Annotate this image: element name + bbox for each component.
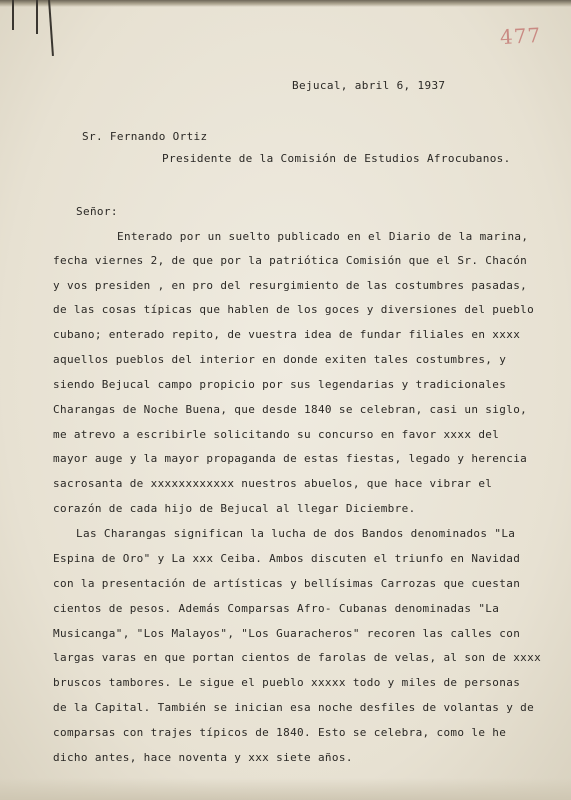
body-line: bruscos tambores. Le sigue el pueblo xxxxx todo y miles de personas (53, 676, 521, 689)
body-line: de las cosas típicas que hablen de los goces y diversiones del pueblo (53, 303, 535, 316)
body-line: largas varas en que portan cientos de farolas de velas, al son de xxxx (53, 651, 542, 664)
ink-mark (36, 0, 38, 34)
body-line: aquellos pueblos del interior en donde exiten tales costumbres, y (53, 353, 507, 366)
body-line: mayor auge y la mayor propaganda de estas fiestas, legado y herencia (53, 452, 528, 465)
body-line: de la Capital. También se inician esa noche desfiles de volantas y de (53, 701, 535, 714)
ink-mark (48, 0, 54, 56)
body-line: sacrosanta de xxxxxxxxxxxx nuestros abuelos, que hace vibrar el (53, 477, 493, 490)
page-bottom-edge (0, 778, 571, 800)
body-line: con la presentación de artísticas y bellísimas Carrozas que cuestan (53, 577, 521, 590)
body-line: corazón de cada hijo de Bejucal al llegar Diciembre. (53, 502, 416, 515)
salutation: Señor: (76, 205, 118, 218)
recipient-title: Presidente de la Comisión de Estudios Afrocubanos. (162, 152, 511, 165)
body-line: Charangas de Noche Buena, que desde 1840 se celebran, casi un siglo, (53, 403, 528, 416)
ink-mark (12, 0, 14, 30)
page-top-edge (0, 0, 571, 7)
body-line: y vos presiden , en pro del resurgimiento de las costumbres pasadas, (53, 279, 528, 292)
body-line: Las Charangas significan la lucha de dos Bandos denominados "La (76, 527, 516, 540)
body-line: cubano; enterado repito, de vuestra idea de fundar filiales en xxxx (53, 328, 521, 341)
body-line: siendo Bejucal campo propicio por sus legendarias y tradicionales (53, 378, 507, 391)
body-line: Enterado por un suelto publicado en el Diario de la marina, (117, 230, 529, 243)
recipient-name: Sr. Fernando Ortiz (82, 130, 208, 143)
body-line: me atrevo a escribirle solicitando su concurso en favor xxxx del (53, 428, 500, 441)
body-line: fecha viernes 2, de que por la patriótica Comisión que el Sr. Chacón (53, 254, 528, 267)
body-line: cientos de pesos. Además Comparsas Afro- Cubanas denominadas "La (53, 602, 500, 615)
body-line: Espina de Oro" y La xxx Ceiba. Ambos discuten el triunfo en Navidad (53, 552, 521, 565)
body-line: comparsas con trajes típicos de 1840. Esto se celebra, como le he (53, 726, 507, 739)
body-line: dicho antes, hace noventa y xxx siete años. (53, 751, 353, 764)
date-line: Bejucal, abril 6, 1937 (292, 79, 446, 92)
body-line: Musicanga", "Los Malayos", "Los Guaracheros" recoren las calles con (53, 627, 521, 640)
folio-number: 477 (499, 22, 542, 50)
